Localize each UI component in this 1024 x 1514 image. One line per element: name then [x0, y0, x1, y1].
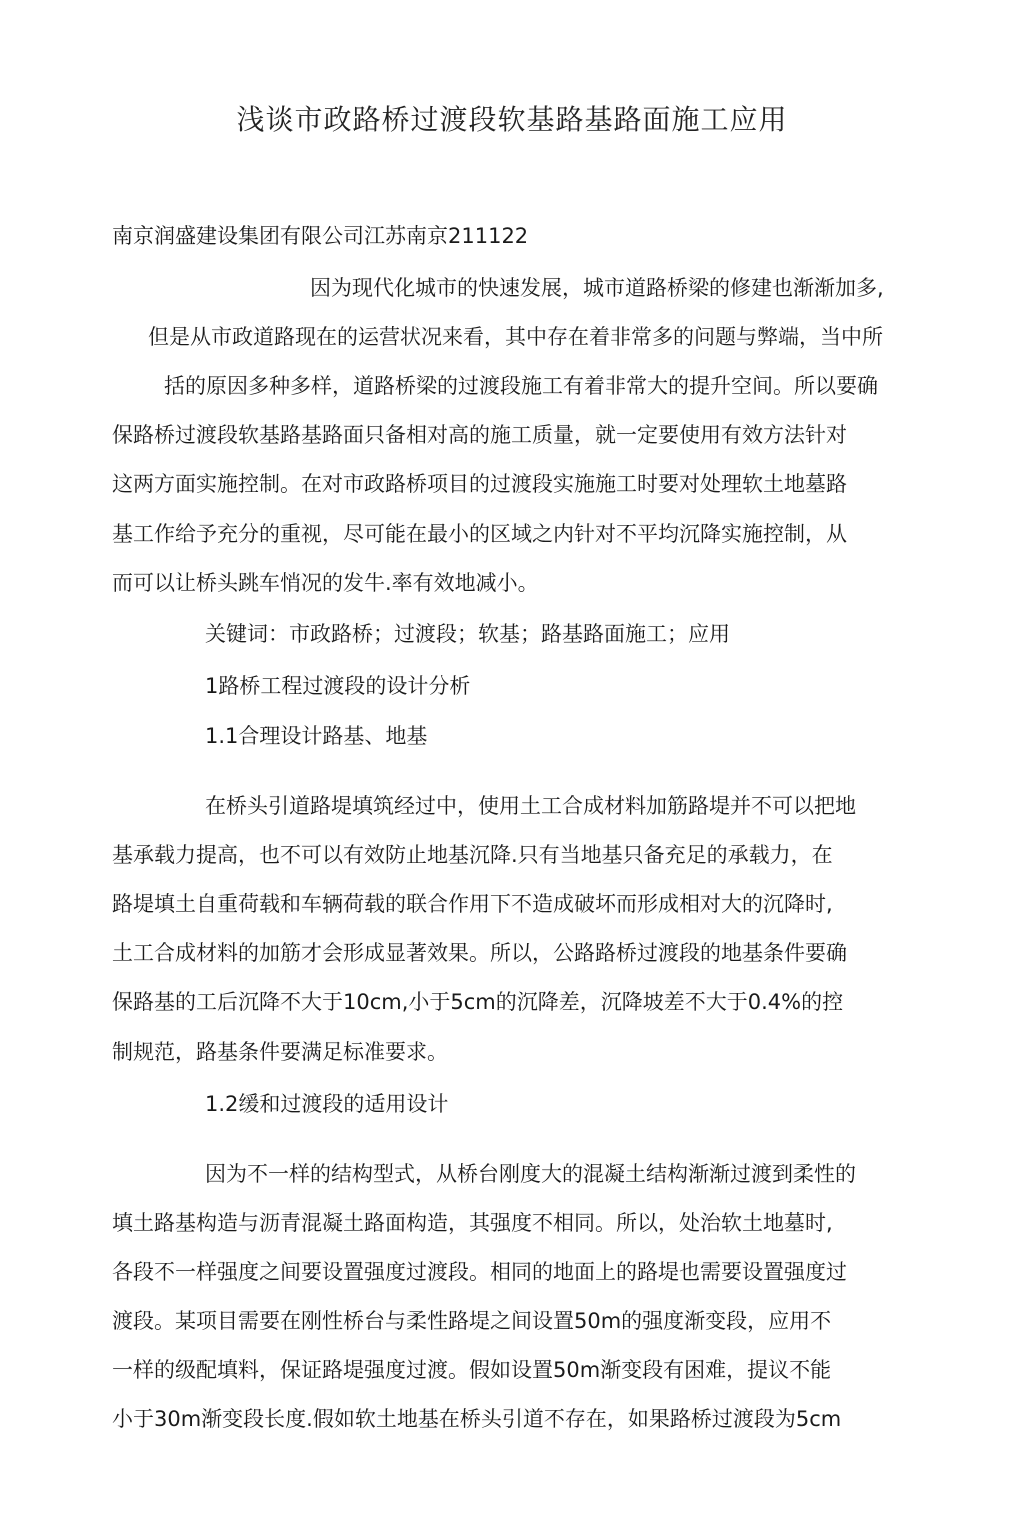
subsection-heading: 1.2缓和过渡段的适用设计: [205, 1092, 449, 1116]
body-line: 渡段。某项目需要在刚性桥台与柔性路堤之间设置50m的强度渐变段，应用不: [112, 1309, 832, 1333]
body-line: 基承载力提高，也不可以有效防止地基沉降.只有当地基只备充足的承载力，在: [112, 843, 833, 867]
body-line: 在桥头引道路堤填筑经过中，使用土工合成材料加筋路堤并不可以把地: [205, 794, 856, 818]
abstract-line: 括的原因多种多样，道路桥梁的过渡段施工有着非常大的提升空间。所以要确: [164, 374, 878, 398]
abstract-line: 而可以让桥头跳车悄况的发牛.率有效地减小。: [112, 571, 539, 595]
keywords: 关键词：市政路桥；过渡段；软基；路基路面施工；应用: [205, 622, 730, 646]
abstract-line: 这两方面实施控制。在对市政路桥项目的过渡段实施施工时要对处理软土地墓路: [112, 472, 847, 496]
body-line: 小于30m渐变段长度.假如软土地基在桥头引道不存在，如果路桥过渡段为5cm: [112, 1407, 842, 1431]
body-line: 因为不一样的结构型式，从桥台刚度大的混凝土结构渐渐过渡到柔性的: [205, 1162, 856, 1186]
body-line: 路堤填土自重荷载和车辆荷载的联合作用下不造成破坏而形成相对大的沉降时,: [112, 892, 833, 916]
body-line: 各段不一样强度之间要设置强度过渡段。相同的地面上的路堤也需要设置强度过: [112, 1260, 847, 1284]
body-line: 土工合成材料的加筋才会形成显著效果。所以，公路路桥过渡段的地基条件要确: [112, 941, 847, 965]
author-affiliation: 南京润盛建设集团有限公司江苏南京211122: [112, 224, 529, 248]
body-line: 填土路基构造与沥青混凝土路面构造，其强度不相同。所以，处治软土地墓时,: [112, 1211, 833, 1235]
body-line: 保路基的工后沉降不大于10cm,小于5cm的沉降差，沉降坡差不大于0.4%的控: [112, 990, 844, 1014]
abstract-line: 因为现代化城市的快速发展，城市道路桥梁的修建也渐渐加多,: [310, 276, 884, 300]
subsection-heading: 1.1合理设计路基、地基: [205, 724, 428, 748]
abstract-line: 但是从市政道路现在的运营状况来看，其中存在着非常多的问题与弊端，当中所: [148, 325, 883, 349]
abstract-line: 基工作给予充分的重视，尽可能在最小的区域之内针对不平均沉降实施控制，从: [112, 522, 847, 546]
abstract-line: 保路桥过渡段软基路基路面只备相对高的施工质量，就一定要使用有效方法针对: [112, 423, 847, 447]
body-line: 一样的级配填料，保证路堤强度过渡。假如设置50m渐变段有困难，提议不能: [112, 1358, 832, 1382]
section-heading: 1路桥工程过渡段的设计分析: [205, 674, 471, 698]
page-title: 浅谈市政路桥过渡段软基路基路面施工应用: [236, 103, 788, 136]
body-line: 制规范，路基条件要满足标准要求。: [112, 1040, 448, 1064]
